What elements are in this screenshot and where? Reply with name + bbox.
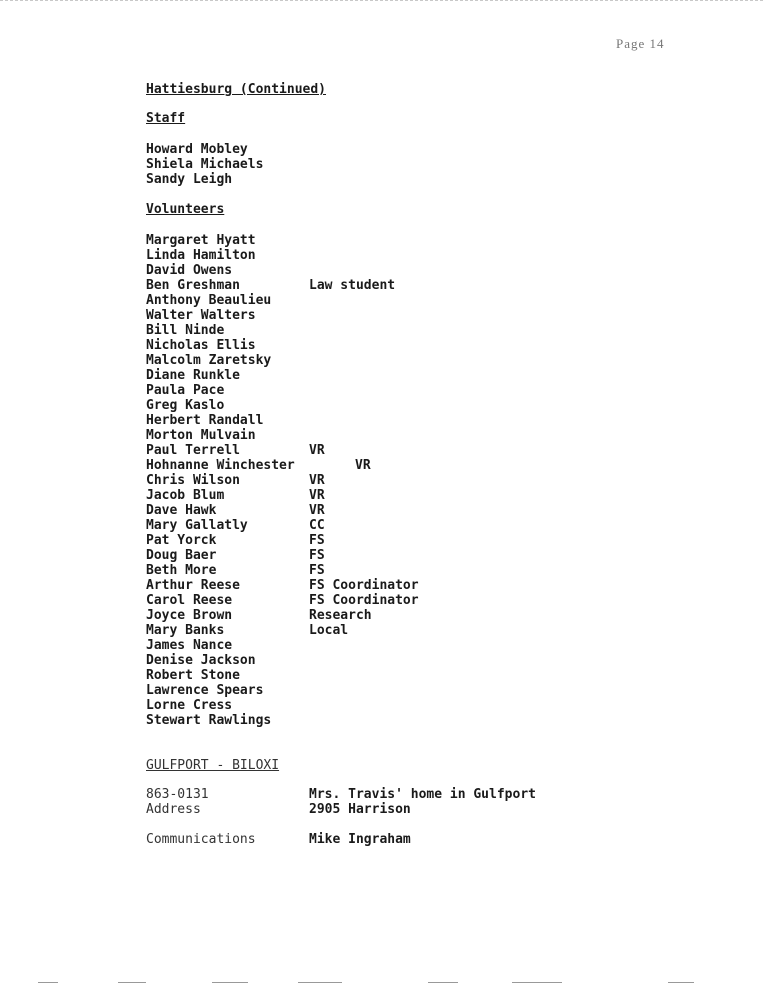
volunteer-name: Doug Baer (146, 548, 217, 563)
section-heading-hattiesburg: Hattiesburg (Continued) (146, 82, 327, 97)
volunteer-role: FS (309, 563, 325, 578)
staff-name: Sandy Leigh (146, 172, 233, 187)
gulfport-address-value: 2905 Harrison (309, 802, 411, 817)
volunteer-role: Law student (309, 278, 396, 293)
volunteer-name: Mary Gallatly (146, 518, 248, 533)
volunteer-role: VR (309, 488, 325, 503)
volunteer-name: Greg Kaslo (146, 398, 225, 413)
staff-name: Howard Mobley (146, 142, 248, 157)
volunteer-name: David Owens (146, 263, 233, 278)
volunteer-name: Margaret Hyatt (146, 233, 256, 248)
volunteer-name: Malcolm Zaretsky (146, 353, 272, 368)
volunteer-role: VR (309, 443, 325, 458)
volunteer-role: FS (309, 548, 325, 563)
scan-mark (512, 982, 562, 984)
volunteer-role: VR (355, 458, 371, 473)
volunteer-name: Robert Stone (146, 668, 240, 683)
volunteer-name: Stewart Rawlings (146, 713, 272, 728)
volunteer-role: FS (309, 533, 325, 548)
volunteer-name: Paula Pace (146, 383, 225, 398)
volunteer-name: Lorne Cress (146, 698, 233, 713)
gulfport-address-label: Address (146, 802, 201, 817)
volunteer-name: Bill Ninde (146, 323, 225, 338)
volunteer-role: Local (309, 623, 349, 638)
volunteer-role: FS Coordinator (309, 578, 419, 593)
page-number: Page 14 (616, 36, 665, 51)
volunteer-role: FS Coordinator (309, 593, 419, 608)
volunteer-name: Chris Wilson (146, 473, 240, 488)
volunteer-name: Linda Hamilton (146, 248, 256, 263)
volunteer-name: Arthur Reese (146, 578, 240, 593)
scan-mark (118, 982, 146, 984)
gulfport-communications-value: Mike Ingraham (309, 832, 411, 847)
volunteer-name: Jacob Blum (146, 488, 225, 503)
volunteer-name: Herbert Randall (146, 413, 264, 428)
volunteer-name: Nicholas Ellis (146, 338, 256, 353)
volunteer-name: Joyce Brown (146, 608, 233, 623)
volunteer-name: Mary Banks (146, 623, 225, 638)
volunteer-role: CC (309, 518, 325, 533)
volunteer-name: Beth More (146, 563, 217, 578)
section-heading-gulfport-biloxi: GULFPORT - BILOXI (146, 758, 280, 773)
top-edge-border (0, 0, 763, 2)
volunteer-name: Morton Mulvain (146, 428, 256, 443)
volunteer-name: Ben Greshman (146, 278, 240, 293)
staff-heading: Staff (146, 111, 186, 126)
volunteer-name: Carol Reese (146, 593, 233, 608)
volunteer-name: Walter Walters (146, 308, 256, 323)
volunteer-role: VR (309, 503, 325, 518)
volunteer-name: Lawrence Spears (146, 683, 264, 698)
volunteer-name: Denise Jackson (146, 653, 256, 668)
volunteer-name: Dave Hawk (146, 503, 217, 518)
gulfport-phone-note: Mrs. Travis' home in Gulfport (309, 787, 536, 802)
staff-name: Shiela Michaels (146, 157, 264, 172)
volunteer-role: Research (309, 608, 372, 623)
volunteer-name: James Nance (146, 638, 233, 653)
volunteers-heading: Volunteers (146, 202, 225, 217)
scan-mark (428, 982, 458, 984)
volunteer-name: Diane Runkle (146, 368, 240, 383)
scan-mark (212, 982, 248, 984)
scan-mark (38, 982, 58, 984)
volunteer-name: Pat Yorck (146, 533, 217, 548)
gulfport-communications-label: Communications (146, 832, 256, 847)
volunteer-name: Paul Terrell (146, 443, 240, 458)
volunteer-name: Anthony Beaulieu (146, 293, 272, 308)
volunteer-role: VR (309, 473, 325, 488)
scan-mark (298, 982, 342, 984)
volunteer-name: Hohnanne Winchester (146, 458, 295, 473)
gulfport-phone: 863-0131 (146, 787, 209, 802)
scan-mark (668, 982, 694, 984)
